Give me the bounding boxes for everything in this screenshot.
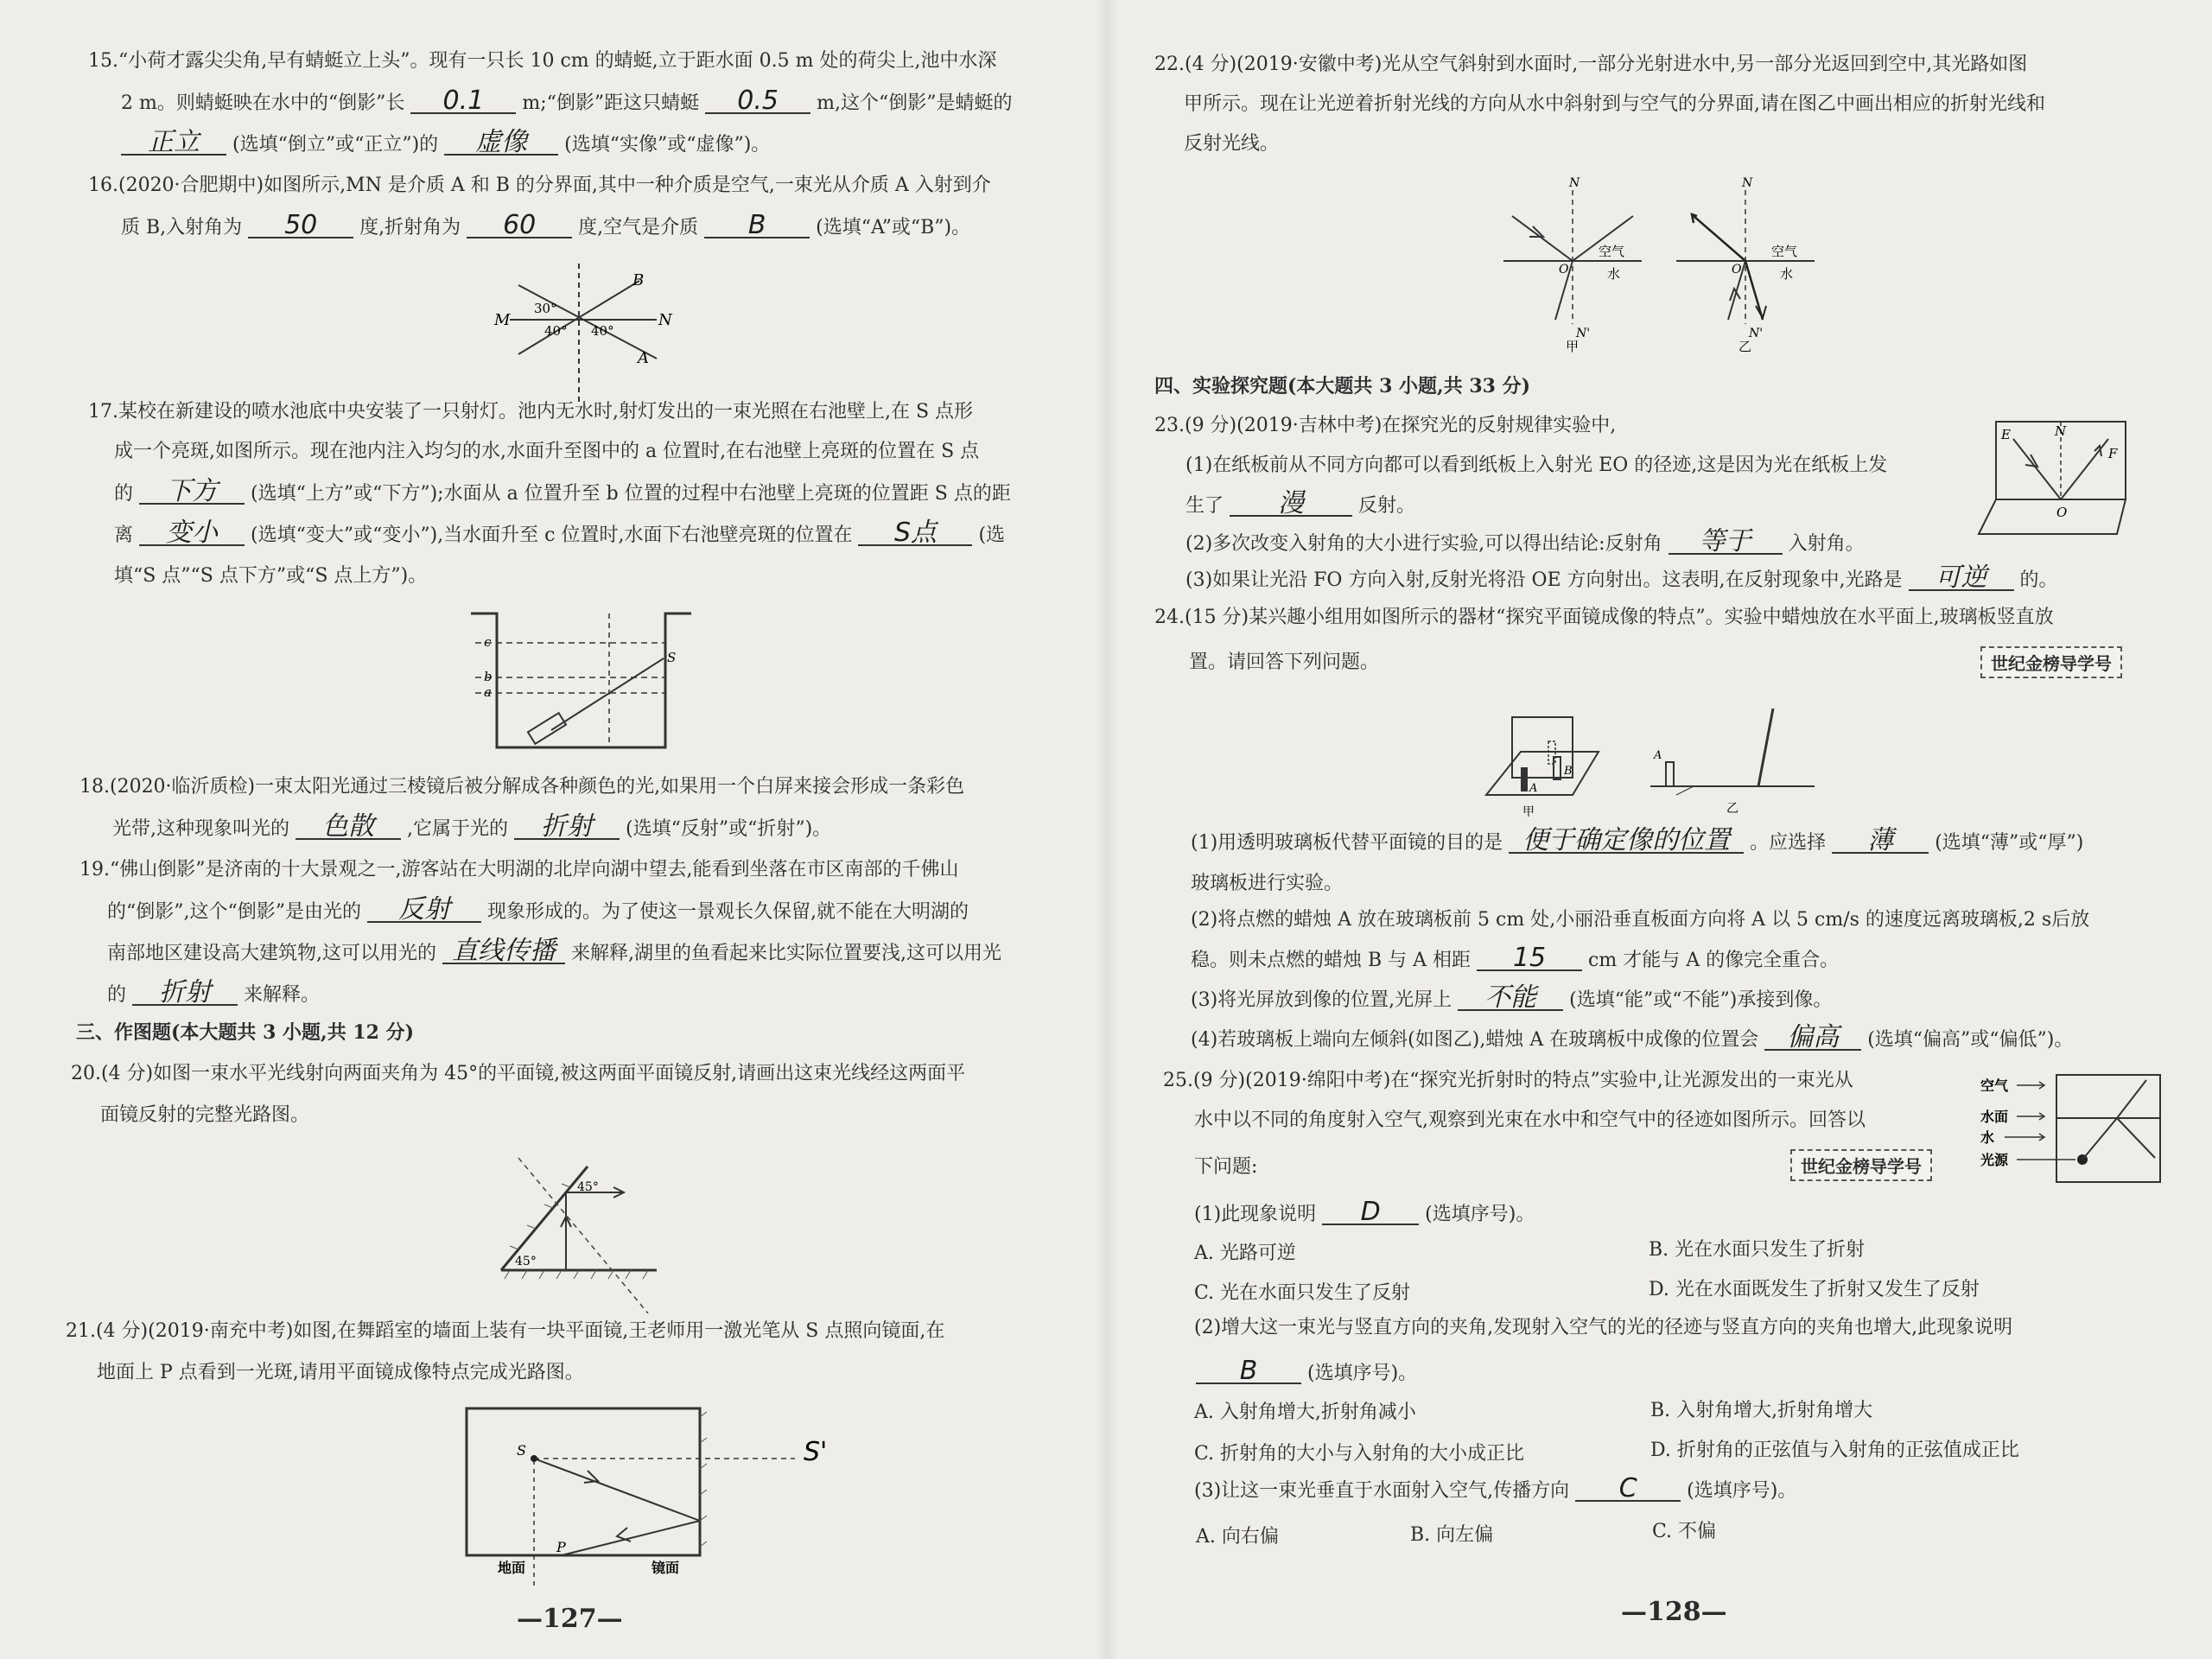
q15-text: (选填“实像”或“虚像”)。: [564, 134, 771, 156]
q25-answer-1: D: [1322, 1201, 1419, 1225]
q23-line2: (1)在纸板前从不同方向都可以看到纸板上入射光 EO 的径迹,这是因为光在纸板上发: [1185, 454, 1888, 476]
q22-jia-label-water: 水: [1607, 266, 1621, 282]
q24-sub4: [1191, 1022, 2074, 1053]
q24-figures: [1469, 691, 1832, 830]
q17-line1: 17.某校在新建设的喷水池底中央安装了一只射灯。池内无水时,射灯发出的一束光照在右池壁上,在 S 点形: [88, 401, 974, 423]
q22-jia-label-air: 空气: [1599, 244, 1625, 259]
q17-text: 离: [114, 524, 134, 546]
q22-jia-label-N-prime: N': [1576, 327, 1591, 340]
q20-line2: 面镜反射的完整光路图。: [100, 1104, 310, 1126]
q22-yi-label: 乙: [1738, 339, 1752, 354]
q25-opt1-D: D. 光在水面既发生了折射又发生了反射: [1649, 1279, 1980, 1300]
q24-sub1-cont: 玻璃板进行实验。: [1191, 873, 1344, 894]
q19-text: 现象形成的。为了使这一景观长久保留,就不能在大明湖的: [486, 901, 969, 923]
q23-text: 入射角。: [1788, 533, 1865, 555]
q24-answer-5: 偏高: [1764, 1027, 1861, 1051]
q17-line3: [114, 476, 1011, 507]
q16-text: (选填“A”或“B”)。: [816, 217, 971, 238]
q25-opt2-A: A. 入射角增大,折射角减小: [1194, 1402, 1416, 1423]
q16-figure: [484, 259, 691, 406]
q16-angle-3: 40°: [591, 323, 614, 339]
q25-figure: [1961, 1068, 2169, 1189]
q23-answer-2: 等于: [1669, 531, 1783, 555]
q22-yi-label-N-prime: N': [1749, 327, 1764, 340]
q19-text: 南部地区建设高大建筑物,这可以用光的: [107, 943, 436, 964]
q16-text: 度,空气是介质: [578, 217, 699, 238]
q15-text: m;“倒影”距这只蜻蜓: [522, 92, 700, 114]
section-3-heading: 三、作图题(本大题共 3 小题,共 12 分): [76, 1021, 415, 1044]
q19-text: 的: [107, 984, 127, 1006]
q17-label-b: b: [484, 669, 493, 684]
q23-text: 生了: [1185, 495, 1224, 517]
q18-text: 光带,这种现象叫光的: [112, 818, 289, 840]
q24-sub2-line2: [1191, 943, 1840, 974]
q16-label-B: B: [632, 271, 645, 289]
q23-label-N: N: [2055, 423, 2067, 439]
q21-label-S-prime: S': [804, 1437, 828, 1467]
q22-line3: 反射光线。: [1184, 133, 1280, 155]
q25-opt3-A: A. 向右偏: [1196, 1526, 1279, 1548]
q17-answer-3: S点: [858, 522, 972, 546]
q22-yi-label-N: N: [1742, 176, 1753, 190]
q15-text: 2 m。则蜻蜓映在水中的“倒影”长: [121, 92, 405, 114]
q24-text: (选填“偏高”或“偏低”)。: [1867, 1029, 2074, 1051]
section-4-heading: 四、实验探究题(本大题共 3 小题,共 33 分): [1154, 375, 1531, 397]
q23-text: 反射。: [1358, 495, 1416, 517]
q15-text: (选填“倒立”或“正立”)的: [232, 134, 439, 156]
q16-answer-2: 60: [467, 214, 572, 238]
q15-line2: [121, 86, 1013, 117]
q22-line2: 甲所示。现在让光逆着折射光线的方向从水中斜射到与空气的分界面,请在图乙中画出相应的折射光线和: [1184, 93, 2045, 115]
q23-line5: [1185, 563, 2058, 594]
q22-line1: 22.(4 分)(2019·安徽中考)光从空气斜射到水面时,一部分光射进水中,另一部分光返回到空中,其光路如图: [1154, 54, 2028, 75]
q24-yi-label-A: A: [1654, 749, 1662, 762]
q17-line2: 成一个亮斑,如图所示。现在池内注入均匀的水,水面升至图中的 a 位置时,在右池壁上亮斑的位置在 S 点: [114, 441, 980, 462]
q20-line1: 20.(4 分)如图一束水平光线射向两面夹角为 45°的平面镜,被这两面平面镜反射,请画出这束光线经这两面平: [71, 1063, 966, 1084]
q25-sub3: [1194, 1473, 1797, 1504]
q25-opt2-B: B. 入射角增大,折射角增大: [1650, 1400, 1873, 1421]
q21-label-P: P: [556, 1539, 566, 1555]
q22-yi-label-air: 空气: [1771, 244, 1798, 259]
q23-text: (2)多次改变入射角的大小进行实验,可以得出结论:反射角: [1185, 533, 1662, 555]
q24-text: (4)若玻璃板上端向左倾斜(如图乙),蜡烛 A 在玻璃板中成像的位置会: [1191, 1029, 1759, 1051]
q22-jia-label-N: N: [1569, 176, 1580, 190]
q23-line3: [1185, 488, 1416, 519]
q16-line2: [121, 210, 971, 241]
q16-answer-1: 50: [248, 214, 353, 238]
q25-text: (3)让这一束光垂直于水面射入空气,传播方向: [1194, 1480, 1570, 1502]
q16-line1: 16.(2020·合肥期中)如图所示,MN 是介质 A 和 B 的分界面,其中一种介质是空气,一束光从介质 A 入射到介: [88, 175, 991, 196]
q25-line2: 水中以不同的角度射入空气,观察到光束在水中和空气中的径迹如图所示。回答以: [1194, 1109, 1866, 1131]
q24-text: (选填“薄”或“厚”): [1935, 832, 2084, 854]
q24-sub2-line1: (2)将点燃的蜡烛 A 放在玻璃板前 5 cm 处,小丽沿垂直板面方向将 A 以 5 cm/s 的速度远离玻璃板,2 s后放: [1191, 909, 2090, 931]
q24-text: cm 才能与 A 的像完全重合。: [1588, 950, 1840, 971]
page-number-right: —128—: [1621, 1597, 1727, 1627]
q23-text: (3)如果让光沿 FO 方向入射,反射光将沿 OE 方向射出。这表明,在反射现象中,光路是: [1185, 569, 1903, 591]
q19-text: 来解释。: [244, 984, 321, 1006]
q20-angle-bottom: 45°: [515, 1255, 537, 1268]
q25-opt2-D: D. 折射角的正弦值与入射角的正弦值成正比: [1650, 1440, 2019, 1461]
q16-angle-2: 40°: [544, 323, 568, 339]
right-page: [1106, 0, 2212, 1659]
q24-text: (3)将光屏放到像的位置,光屏上: [1191, 989, 1452, 1011]
q17-answer-1: 下方: [139, 480, 245, 505]
q21-line2: 地面上 P 点看到一光斑,请用平面镜成像特点完成光路图。: [97, 1362, 584, 1383]
q18-line2: [112, 811, 832, 842]
q16-label-M: M: [494, 311, 511, 329]
q24-text: 。应选择: [1750, 832, 1827, 854]
q19-text: 的“倒影”,这个“倒影”是由光的: [107, 901, 361, 923]
q18-answer-1: 色散: [296, 816, 401, 840]
q24-answer-3: 15: [1477, 947, 1582, 971]
q23-text: 的。: [2019, 569, 2058, 591]
q17-label-c: c: [484, 634, 492, 650]
q15-line1: 15.“小荷才露尖尖角,早有蜻蜓立上头”。现有一只长 10 cm 的蜻蜓,立于距水面 0.5 m 处的荷尖上,池中水深: [88, 50, 997, 72]
q16-answer-3: B: [704, 214, 810, 238]
q16-angle-1: 30°: [534, 301, 557, 316]
q23-line1: 23.(9 分)(2019·吉林中考)在探究光的反射规律实验中,: [1154, 415, 1617, 436]
q17-line5: 填“S 点”“S 点下方”或“S 点上方”)。: [114, 565, 428, 587]
q25-text: (1)此现象说明: [1194, 1204, 1317, 1225]
q25-opt1-B: B. 光在水面只发生了折射: [1649, 1239, 1866, 1261]
q22-yi-label-O: O: [1732, 263, 1742, 276]
q22-jia-label-O: O: [1559, 263, 1569, 276]
q19-answer-2: 直线传播: [442, 940, 565, 964]
q21-label-S: S: [517, 1442, 526, 1459]
q18-text: ,它属于光的: [407, 818, 508, 840]
q21-figure: [449, 1391, 847, 1590]
q17-text: 的: [114, 483, 134, 505]
q17-label-S: S: [667, 650, 677, 665]
q24-stamp: 世纪金榜导学号: [1980, 646, 2122, 678]
q24-text: (选填“能”或“不能”)承接到像。: [1569, 989, 1833, 1011]
q25-line3: 下问题:: [1194, 1156, 1258, 1178]
q15-answer-1: 0.1: [410, 90, 516, 114]
q25-answer-2: B: [1196, 1360, 1301, 1384]
q25-sub2-line2: [1196, 1356, 1418, 1387]
q25-line1: 25.(9 分)(2019·绵阳中考)在“探究光折射时的特点”实验中,让光源发出的一束光从: [1163, 1070, 1853, 1091]
q19-line3: [107, 936, 1001, 967]
q24-jia-label-B: B: [1564, 765, 1573, 778]
q24-line1: 24.(15 分)某兴趣小组用如图所示的器材“探究平面镜成像的特点”。实验中蜡烛放在水平面上,玻璃板竖直放: [1154, 607, 2054, 628]
q24-sub1: [1191, 825, 2084, 856]
q17-text: (选填“变大”或“变小”),当水面升至 c 位置时,水面下右池壁亮斑的位置在: [251, 524, 853, 546]
q15-text: m,这个“倒影”是蜻蜓的: [817, 92, 1013, 114]
q25-answer-3: C: [1575, 1478, 1681, 1502]
q19-answer-3: 折射: [132, 982, 238, 1006]
q17-answer-2: 变小: [139, 522, 245, 546]
q18-line1: 18.(2020·临沂质检)一束太阳光通过三棱镜后被分解成各种颜色的光,如果用一个白屏来接会形成一条彩色: [79, 776, 965, 798]
q15-answer-3: 正立: [121, 131, 226, 156]
q23-answer-3: 可逆: [1909, 567, 2014, 591]
q22-yi-label-water: 水: [1780, 266, 1794, 282]
q16-label-A: A: [638, 349, 649, 367]
q24-line2: 置。请回答下列问题。: [1189, 652, 1380, 673]
q23-label-O: O: [2056, 505, 2068, 520]
q24-sub3: [1191, 982, 1833, 1014]
q24-jia-label-A: A: [1529, 782, 1538, 795]
q24-jia-label: 甲: [1522, 805, 1535, 819]
q17-label-a: a: [484, 684, 492, 700]
q17-text: (选填“上方”或“下方”);水面从 a 位置升至 b 位置的过程中右池壁上亮斑的位置距 S 点的距: [251, 483, 1011, 505]
q25-opt2-C: C. 折射角的大小与入射角的大小成正比: [1194, 1443, 1525, 1465]
q18-answer-2: 折射: [514, 816, 620, 840]
q20-angle-top: 45°: [577, 1180, 599, 1194]
q21-label-floor: 地面: [498, 1560, 526, 1576]
q19-text: 来解释,湖里的鱼看起来比实际位置要浅,这可以用光: [571, 943, 1001, 964]
q24-answer-1: 便于确定像的位置: [1509, 830, 1744, 854]
page-number-left: —127—: [517, 1604, 623, 1634]
q24-yi-label: 乙: [1726, 802, 1738, 816]
q25-label-air: 空气: [1980, 1077, 2009, 1094]
q25-opt3-C: C. 不偏: [1652, 1521, 1717, 1542]
q25-text: (选填序号)。: [1687, 1480, 1797, 1502]
q23-figure: [1970, 413, 2160, 543]
q16-label-N: N: [658, 311, 672, 329]
q25-stamp: 世纪金榜导学号: [1790, 1149, 1932, 1181]
q25-sub2-line1: (2)增大这一束光与竖直方向的夹角,发现射入空气的光的径迹与竖直方向的夹角也增大,此现象说明: [1194, 1317, 2013, 1338]
q21-label-mirror: 镜面: [652, 1560, 680, 1576]
q24-text: (1)用透明玻璃板代替平面镜的目的是: [1191, 832, 1503, 854]
q24-answer-2: 薄: [1832, 830, 1929, 854]
q15-answer-2: 0.5: [705, 90, 810, 114]
q20-figure: [484, 1141, 691, 1313]
q25-label-water: 水: [1980, 1129, 1995, 1146]
q25-opt3-B: B. 向左偏: [1410, 1524, 1494, 1546]
q19-line2: [107, 894, 969, 925]
q21-line1: 21.(4 分)(2019·南充中考)如图,在舞蹈室的墙面上装有一块平面镜,王老师用一激光笔从 S 点照向镜面,在: [66, 1320, 945, 1342]
q24-answer-4: 不能: [1458, 987, 1563, 1011]
q23-answer-1: 漫: [1230, 493, 1352, 517]
q22-figures: [1486, 173, 1849, 354]
q15-line3: [121, 127, 771, 158]
q25-opt1-A: A. 光路可逆: [1194, 1243, 1296, 1264]
q25-text: (选填序号)。: [1425, 1204, 1535, 1225]
q19-answer-1: 反射: [367, 899, 481, 923]
q18-text: (选填“反射”或“折射”)。: [626, 818, 832, 840]
q17-line4: [114, 518, 1006, 549]
q19-line1: 19.“佛山倒影”是济南的十大景观之一,游客站在大明湖的北岸向湖中望去,能看到坐落在市区南部的千佛山: [79, 859, 959, 880]
q25-opt1-C: C. 光在水面只发生了反射: [1194, 1282, 1411, 1304]
q25-label-source: 光源: [1980, 1152, 2009, 1168]
q23-label-E: E: [2001, 427, 2011, 442]
q24-text: 稳。则未点燃的蜡烛 B 与 A 相距: [1191, 950, 1471, 971]
q19-line4: [107, 977, 321, 1008]
q17-figure: [458, 605, 709, 760]
q25-label-surface: 水面: [1980, 1109, 2009, 1125]
q16-text: 度,折射角为: [359, 217, 461, 238]
q23-label-F: F: [2108, 446, 2118, 461]
q23-line4: [1185, 526, 1865, 557]
q25-sub1: [1194, 1197, 1535, 1228]
q15-answer-4: 虚像: [444, 131, 558, 156]
q22-jia-label: 甲: [1566, 339, 1580, 354]
q17-text: (选: [978, 524, 1006, 546]
q25-text: (选填序号)。: [1307, 1363, 1418, 1384]
q16-text: 质 B,入射角为: [121, 217, 243, 238]
